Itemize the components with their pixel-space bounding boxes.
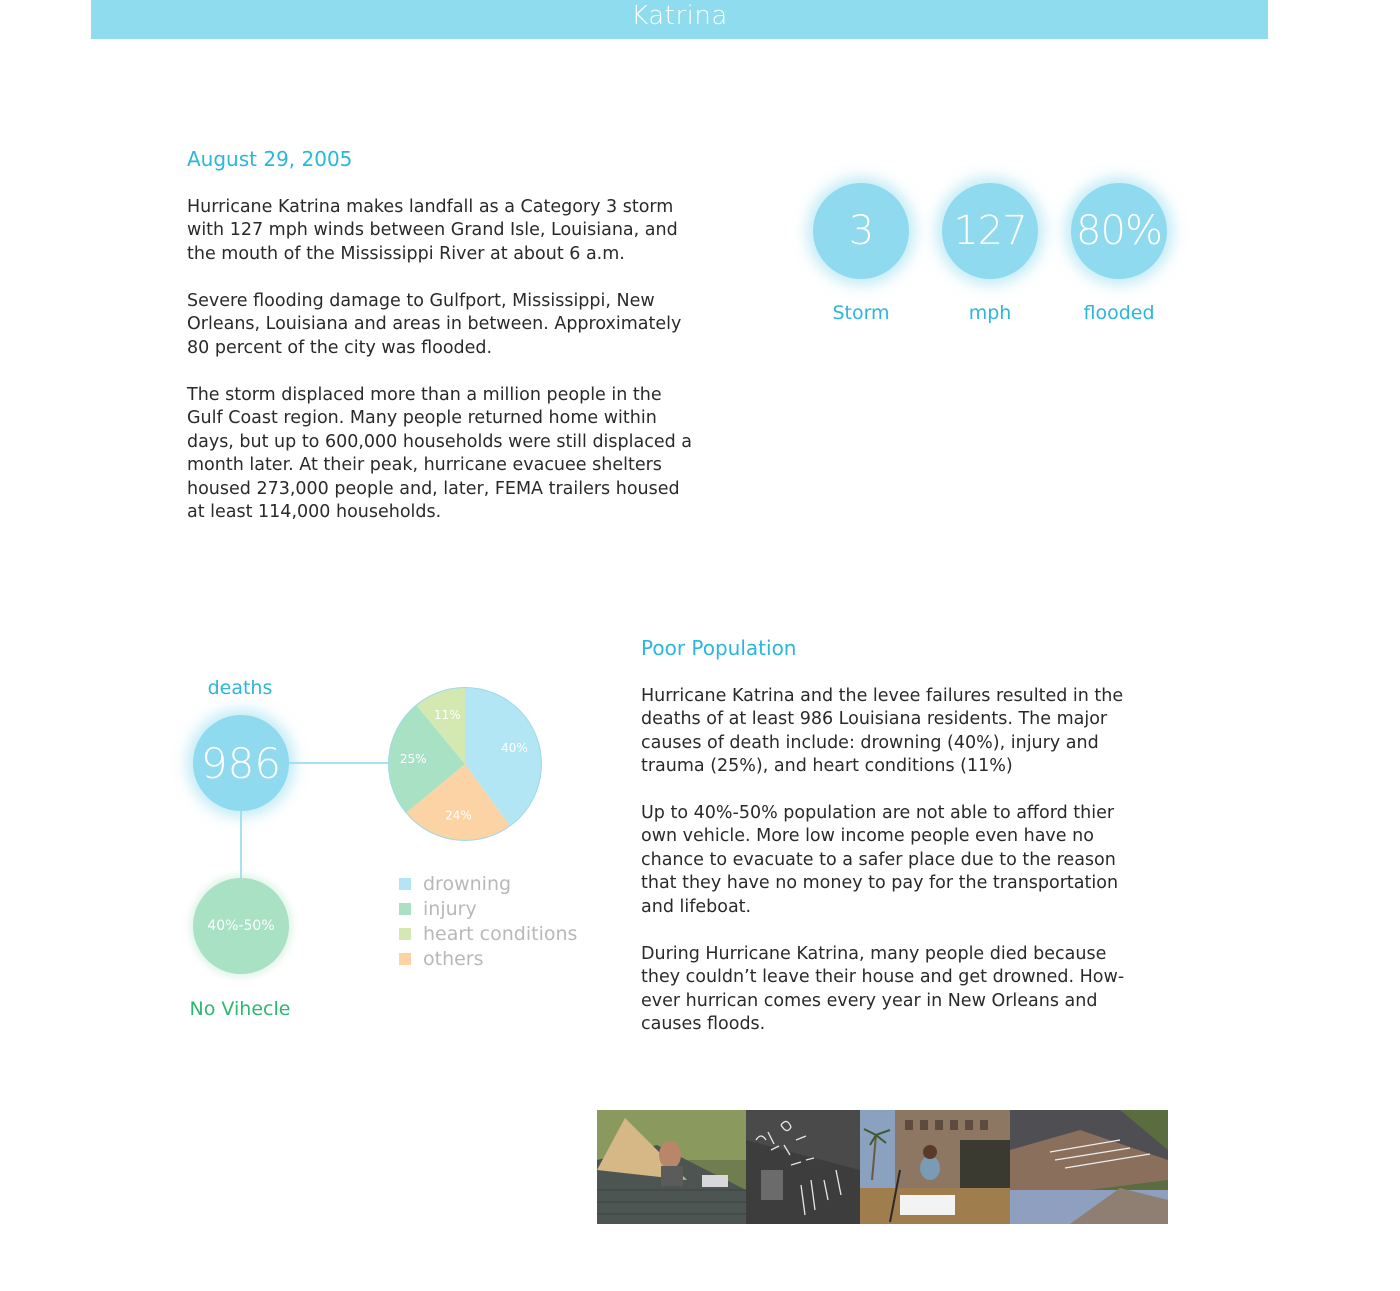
connector-line-vertical xyxy=(240,811,242,879)
text-line: with 127 mph winds between Grand Isle, Louisiana, and xyxy=(187,220,678,241)
text-line: causes of death include: drowning (40%), injury and xyxy=(641,732,1099,753)
stat-value: 127 xyxy=(953,208,1027,254)
legend-swatch-icon xyxy=(399,953,411,965)
text-line: own vehicle. More low income people even have no xyxy=(641,826,1094,847)
house-roof-message-photo xyxy=(1010,1110,1168,1224)
text-line: trauma (25%), and heart conditions (11%) xyxy=(641,756,1013,777)
legend-item-heart-conditions xyxy=(399,921,577,946)
page-title: Katrina xyxy=(631,1,728,31)
text-line: During Hurricane Katrina, many people died because xyxy=(641,944,1107,964)
text-line: causes floods. xyxy=(641,1014,766,1035)
legend-label: others xyxy=(423,947,484,970)
legend-label: heart conditions xyxy=(423,922,578,945)
deaths-circle xyxy=(193,715,289,811)
roof-woman-photo xyxy=(597,1110,746,1224)
text-line: Hurricane Katrina and the levee failures resulted in the xyxy=(641,686,1124,706)
title-banner xyxy=(91,0,1268,39)
stat-value: 3 xyxy=(848,208,874,254)
legend-item-others xyxy=(399,946,577,971)
pie-label-heart-conditions: 11% xyxy=(434,708,461,723)
stat-value: 80% xyxy=(1076,208,1162,254)
no-vehicle-label: No Vihecle xyxy=(189,998,291,1020)
pie-label-others: 24% xyxy=(445,808,472,823)
deaths-label: deaths xyxy=(207,677,273,699)
text-line: 80 percent of the city was flooded. xyxy=(187,337,493,358)
paragraph-deaths xyxy=(641,685,1123,779)
stat-circle-flooded xyxy=(1071,183,1167,279)
text-line: Up to 40%-50% population are not able to afford thier xyxy=(641,803,1115,823)
roof-chalk-writing-photo xyxy=(746,1110,860,1224)
flooded-street-raft-photo xyxy=(860,1110,1010,1224)
text-line: and lifeboat. xyxy=(641,896,752,917)
text-line: that they have no money to pay for the transportation xyxy=(641,873,1119,894)
stat-label-mph: mph xyxy=(968,302,1012,324)
text-line: Gulf Coast region. Many people returned home within xyxy=(187,408,657,429)
no-vehicle-value: 40%-50% xyxy=(207,918,275,934)
text-line: housed 273,000 people and, later, FEMA trailers housed xyxy=(187,478,680,499)
text-line: month later. At their peak, hurricane evacuee shelters xyxy=(187,455,662,476)
text-line: at least 114,000 households. xyxy=(187,502,442,523)
text-line: Hurricane Katrina makes landfall as a Category 3 storm xyxy=(187,197,674,217)
legend-swatch-icon xyxy=(399,903,411,915)
stat-circle-mph xyxy=(942,183,1038,279)
text-line: Orleans, Louisiana and areas in between. Approximately xyxy=(187,314,682,335)
deaths-value: 986 xyxy=(200,738,282,788)
legend-swatch-icon xyxy=(399,928,411,940)
date-heading: August 29, 2005 xyxy=(187,147,353,171)
poor-population-heading: Poor Population xyxy=(641,636,797,660)
text-line: they couldn’t leave their house and get drowned. How- xyxy=(641,967,1125,988)
stat-label-flooded: flooded xyxy=(1083,302,1155,324)
death-causes-pie-chart xyxy=(380,680,550,850)
stat-circle-storm xyxy=(813,183,909,279)
legend-label: injury xyxy=(423,897,477,920)
connector-line-horizontal xyxy=(289,762,389,764)
paragraph-vehicles xyxy=(641,802,1118,919)
text-line: The storm displaced more than a million people in the xyxy=(187,385,662,405)
paragraph-flooding xyxy=(187,290,681,360)
paragraph-displacement xyxy=(187,384,692,524)
photo-strip xyxy=(597,1110,1168,1224)
legend-item-injury xyxy=(399,896,577,921)
pie-label-drowning: 40% xyxy=(501,740,528,755)
text-line: deaths of at least 986 Louisiana residents. The major xyxy=(641,709,1108,730)
text-line: the mouth of the Mississippi River at about 6 a.m. xyxy=(187,243,625,264)
no-vehicle-circle xyxy=(193,878,289,974)
paragraph-landfall xyxy=(187,196,678,266)
text-line: Severe flooding damage to Gulfport, Mississippi, New xyxy=(187,291,655,311)
text-line: ever hurrican comes every year in New Orleans and xyxy=(641,990,1098,1011)
pie-label-injury: 25% xyxy=(399,752,427,767)
stat-label-storm: Storm xyxy=(832,302,890,324)
pie-legend xyxy=(399,871,577,971)
legend-label: drowning xyxy=(423,872,512,895)
legend-item-drowning xyxy=(399,871,577,896)
text-line: days, but up to 600,000 households were still displaced a xyxy=(187,431,693,452)
legend-swatch-icon xyxy=(399,878,411,890)
paragraph-floods xyxy=(641,943,1124,1037)
text-line: chance to evacuate to a safer place due to the reason xyxy=(641,849,1116,870)
